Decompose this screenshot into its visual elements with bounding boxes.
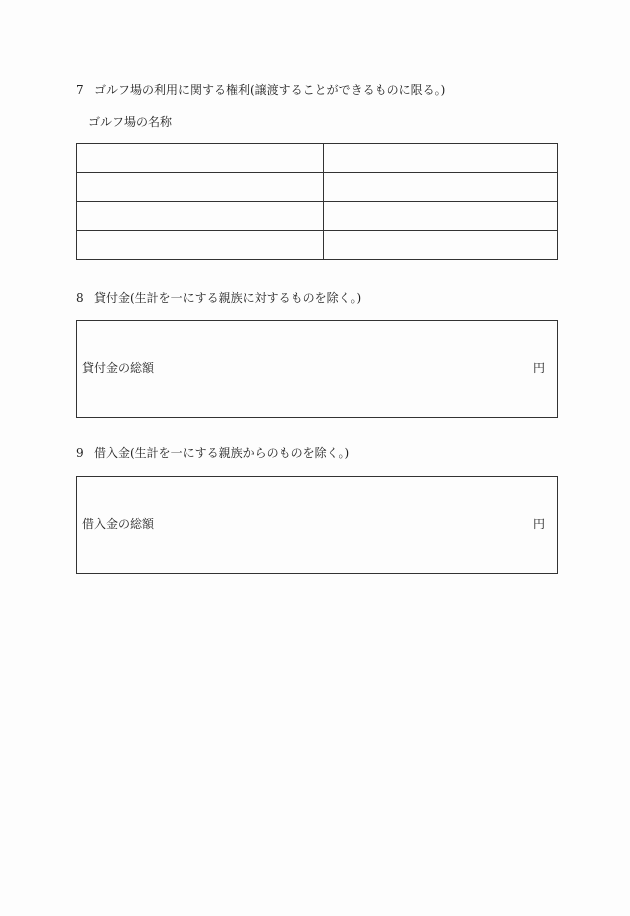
golf-course-detail-cell[interactable] bbox=[324, 173, 558, 202]
golf-course-name-caption: ゴルフ場の名称 bbox=[88, 115, 173, 129]
loan-receivable-total-box[interactable] bbox=[76, 320, 558, 418]
section9-title: 借入金(生計を一にする親族からのものを除く。) bbox=[94, 446, 350, 460]
yen-unit: 円 bbox=[532, 517, 545, 531]
section7-number: 7 bbox=[76, 83, 84, 97]
golf-course-detail-cell[interactable] bbox=[324, 144, 558, 173]
golf-course-detail-cell[interactable] bbox=[324, 202, 558, 231]
golf-course-name-cell[interactable] bbox=[77, 231, 324, 260]
golf-course-table bbox=[76, 143, 558, 260]
loan-receivable-total-label: 貸付金の総額 bbox=[82, 361, 155, 375]
section8-title: 貸付金(生計を一にする親族に対するものを除く。) bbox=[94, 291, 362, 305]
section9-heading bbox=[76, 446, 349, 460]
table-row bbox=[77, 173, 558, 202]
section8-number: 8 bbox=[76, 291, 84, 305]
table-row bbox=[77, 202, 558, 231]
golf-course-name-cell[interactable] bbox=[77, 173, 324, 202]
borrowings-total-label: 借入金の総額 bbox=[82, 517, 155, 531]
table-row bbox=[77, 231, 558, 260]
borrowings-total-box[interactable] bbox=[76, 476, 558, 574]
yen-unit: 円 bbox=[532, 361, 545, 375]
section8-heading bbox=[76, 291, 361, 305]
golf-course-name-cell[interactable] bbox=[77, 202, 324, 231]
section9-number: 9 bbox=[76, 446, 84, 460]
golf-course-detail-cell[interactable] bbox=[324, 231, 558, 260]
section7-title: ゴルフ場の利用に関する権利(譲渡することができるものに限る。) bbox=[94, 83, 446, 97]
section7-heading bbox=[76, 83, 445, 97]
golf-course-name-cell[interactable] bbox=[77, 144, 324, 173]
table-row bbox=[77, 144, 558, 173]
